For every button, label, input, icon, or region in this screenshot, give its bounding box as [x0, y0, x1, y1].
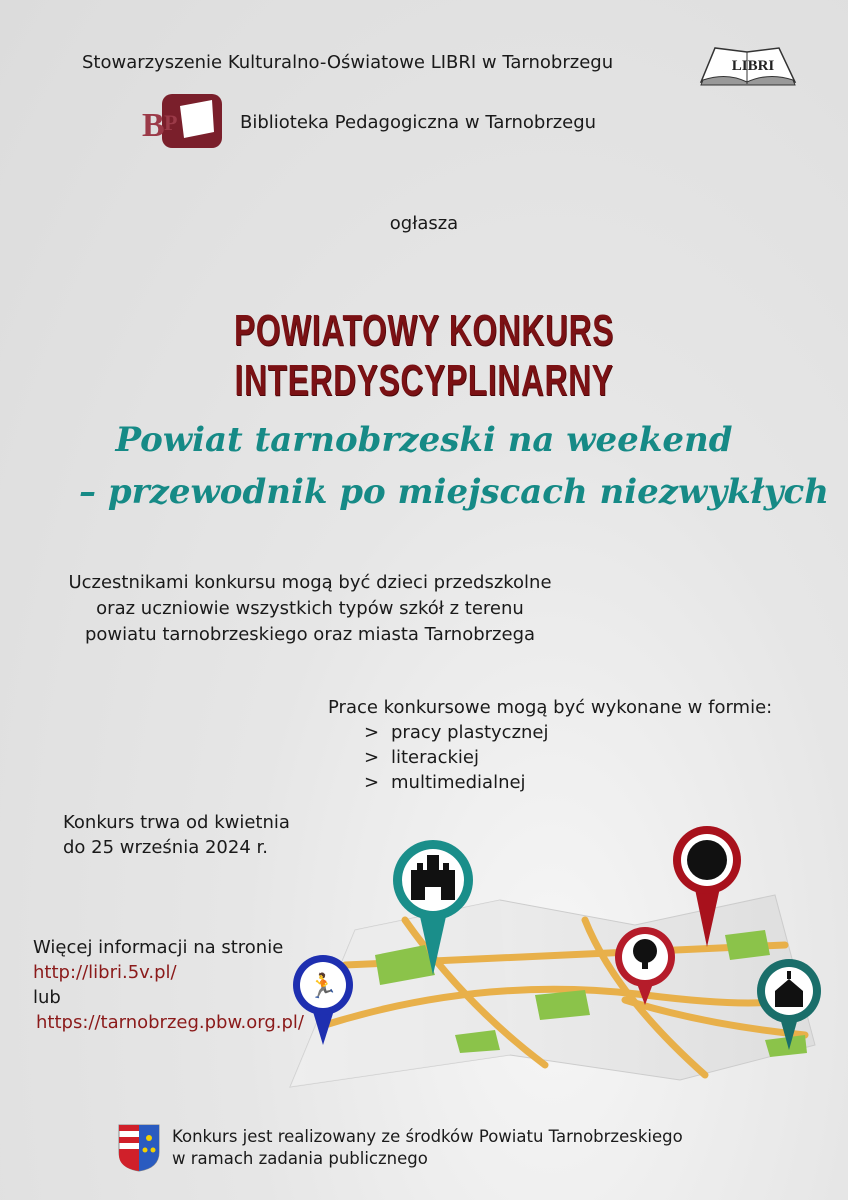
info-label: Więcej informacji na stronie [33, 937, 284, 958]
libri-logo-text: LIBRI [731, 58, 775, 74]
announce-text: ogłasza [389, 213, 459, 234]
subtitle-line-2: – przewodnik po miejscach niezwykłych [79, 472, 829, 512]
contest-title: POWIATOWY KONKURS INTERDYSCYPLINARNY [233, 306, 615, 405]
library-name: Biblioteka Pedagogiczna w Tarnobrzegu [240, 112, 597, 133]
participants-line: powiatu tarnobrzeskiego oraz miasta Tarnobrzega [84, 624, 536, 645]
participants-line: Uczestnikami konkursu mogą być dzieci przedszkolne [68, 572, 552, 593]
map-illustration [285, 825, 845, 1100]
bullet-icon: > [364, 772, 380, 793]
svg-text:🏃: 🏃 [308, 972, 338, 1000]
bp-library-logo [140, 92, 224, 150]
forms-intro: Prace konkursowe mogą być wykonane w formie: [328, 697, 773, 718]
forms-list [328, 695, 772, 795]
participants-line: oraz uczniowie wszystkich typów szkół z terenu [96, 598, 524, 619]
funding-line: w ramach zadania publicznego [172, 1149, 428, 1168]
more-info [33, 935, 304, 1035]
bullet-icon: > [364, 722, 380, 743]
participants-info [0, 570, 620, 648]
contest-dates [63, 810, 290, 860]
libri-book-logo [697, 42, 799, 88]
list-item: > multimedialnej [364, 772, 526, 793]
organization-name: Stowarzyszenie Kulturalno-Oświatowe LIBRI w Tarnobrzegu [82, 52, 614, 73]
subtitle-line-1: Powiat tarnobrzeski na weekend [115, 420, 733, 460]
county-coat-of-arms [118, 1124, 160, 1172]
dates-line: do 25 września 2024 r. [63, 837, 268, 858]
libri-link[interactable]: http://libri.5v.pl/ [33, 962, 177, 983]
pbw-link[interactable]: https://tarnobrzeg.pbw.org.pl/ [36, 1012, 304, 1033]
list-item: > literackiej [364, 747, 479, 768]
dates-line: Konkurs trwa od kwietnia [63, 812, 290, 833]
funding-line: Konkurs jest realizowany ze środków Powiatu Tarnobrzeskiego [172, 1127, 683, 1146]
bullet-icon: > [364, 747, 380, 768]
svg-text:B: B [142, 107, 165, 144]
funding-note [172, 1126, 683, 1170]
info-or: lub [33, 987, 61, 1008]
list-item: > pracy plastycznej [364, 722, 549, 743]
svg-text:P: P [164, 110, 178, 135]
